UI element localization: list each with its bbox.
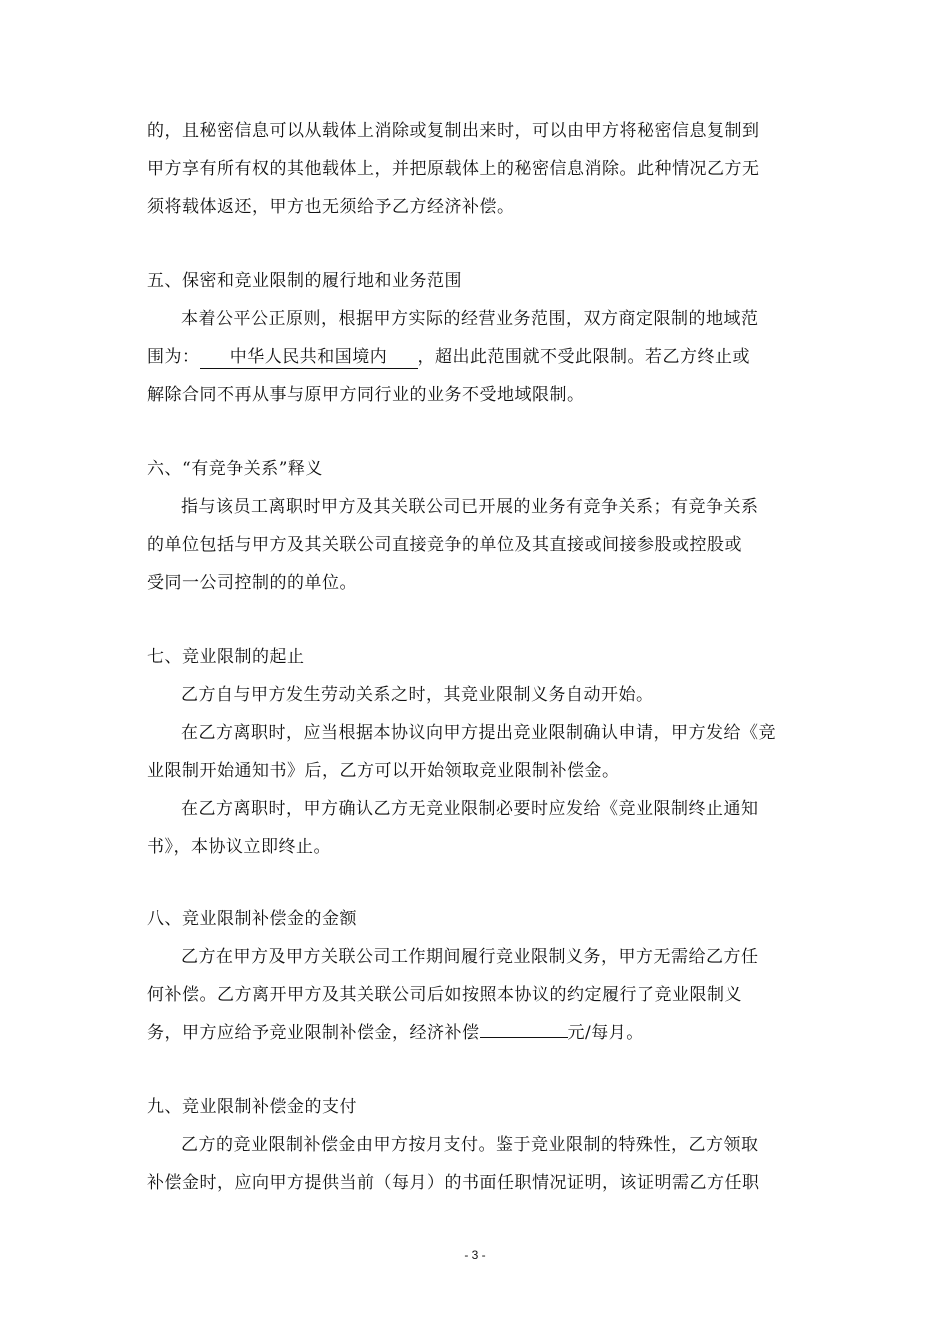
page-number: - 3 - (464, 1248, 486, 1262)
section-5-line-1: 本着公平公正原则，根据甲方实际的经营业务范围，双方商定限制的地域范 (181, 309, 759, 329)
section-8-heading: 八、竞业限制补偿金的金额 (147, 909, 357, 929)
section-7-para-3-line-1: 在乙方离职时，甲方确认乙方无竞业限制必要时应发给《竞业限制终止通知 (181, 799, 759, 819)
section-6-line-1: 指与该员工离职时甲方及其关联公司已开展的业务有竞争关系；有竞争关系 (181, 497, 759, 517)
continuation-line-1: 的，且秘密信息可以从载体上消除或复制出来时，可以由甲方将秘密信息复制到 (147, 121, 760, 141)
continuation-line-2: 甲方享有所有权的其他载体上，并把原载体上的秘密信息消除。此种情况乙方无 (147, 159, 760, 179)
section-8-line-3-suffix: 元/每月。 (567, 1023, 644, 1043)
section-5-line-2 (147, 344, 807, 370)
section-6-line-2: 的单位包括与甲方及其关联公司直接竞争的单位及其直接或间接参股或控股或 (147, 535, 742, 555)
section-9-line-2: 补偿金时，应向甲方提供当前（每月）的书面任职情况证明，该证明需乙方任职 (147, 1173, 760, 1193)
section-9-line-1: 乙方的竞业限制补偿金由甲方按月支付。鉴于竞业限制的特殊性，乙方领取 (181, 1135, 759, 1155)
section-8-line-3 (147, 1020, 807, 1046)
section-5-line-2-suffix: ，超出此范围就不受此限制。若乙方终止或 (417, 347, 750, 367)
section-7-para-1: 乙方自与甲方发生劳动关系之时，其竞业限制义务自动开始。 (181, 685, 654, 705)
section-5-line-3: 解除合同不再从事与原甲方同行业的业务不受地域限制。 (147, 385, 585, 405)
region-blank-field: 中华人民共和国境内 (200, 346, 418, 369)
section-6-heading: 六、“有竞争关系”释义 (147, 459, 323, 479)
section-5-line-2-prefix: 围为： (147, 347, 200, 367)
section-7-para-3-line-2: 书》，本协议立即终止。 (147, 837, 331, 857)
section-6-line-3: 受同一公司控制的的单位。 (147, 573, 357, 593)
section-8-line-3-prefix: 务，甲方应给予竞业限制补偿金，经济补偿 (147, 1023, 480, 1043)
section-9-heading: 九、竞业限制补偿金的支付 (147, 1097, 357, 1117)
section-8-line-2: 何补偿。乙方离开甲方及其关联公司后如按照本协议的约定履行了竞业限制义 (147, 985, 742, 1005)
section-5-heading: 五、保密和竞业限制的履行地和业务范围 (147, 271, 462, 291)
continuation-line-3: 须将载体返还，甲方也无须给予乙方经济补偿。 (147, 197, 515, 217)
section-7-para-2-line-1: 在乙方离职时，应当根据本协议向甲方提出竞业限制确认申请，甲方发给《竞 (181, 723, 776, 743)
amount-blank-field (480, 1037, 568, 1038)
section-7-heading: 七、竞业限制的起止 (147, 647, 305, 667)
section-7-para-2-line-2: 业限制开始通知书》后，乙方可以开始领取竞业限制补偿金。 (147, 761, 620, 781)
section-8-line-1: 乙方在甲方及甲方关联公司工作期间履行竞业限制义务，甲方无需给乙方任 (181, 947, 759, 967)
